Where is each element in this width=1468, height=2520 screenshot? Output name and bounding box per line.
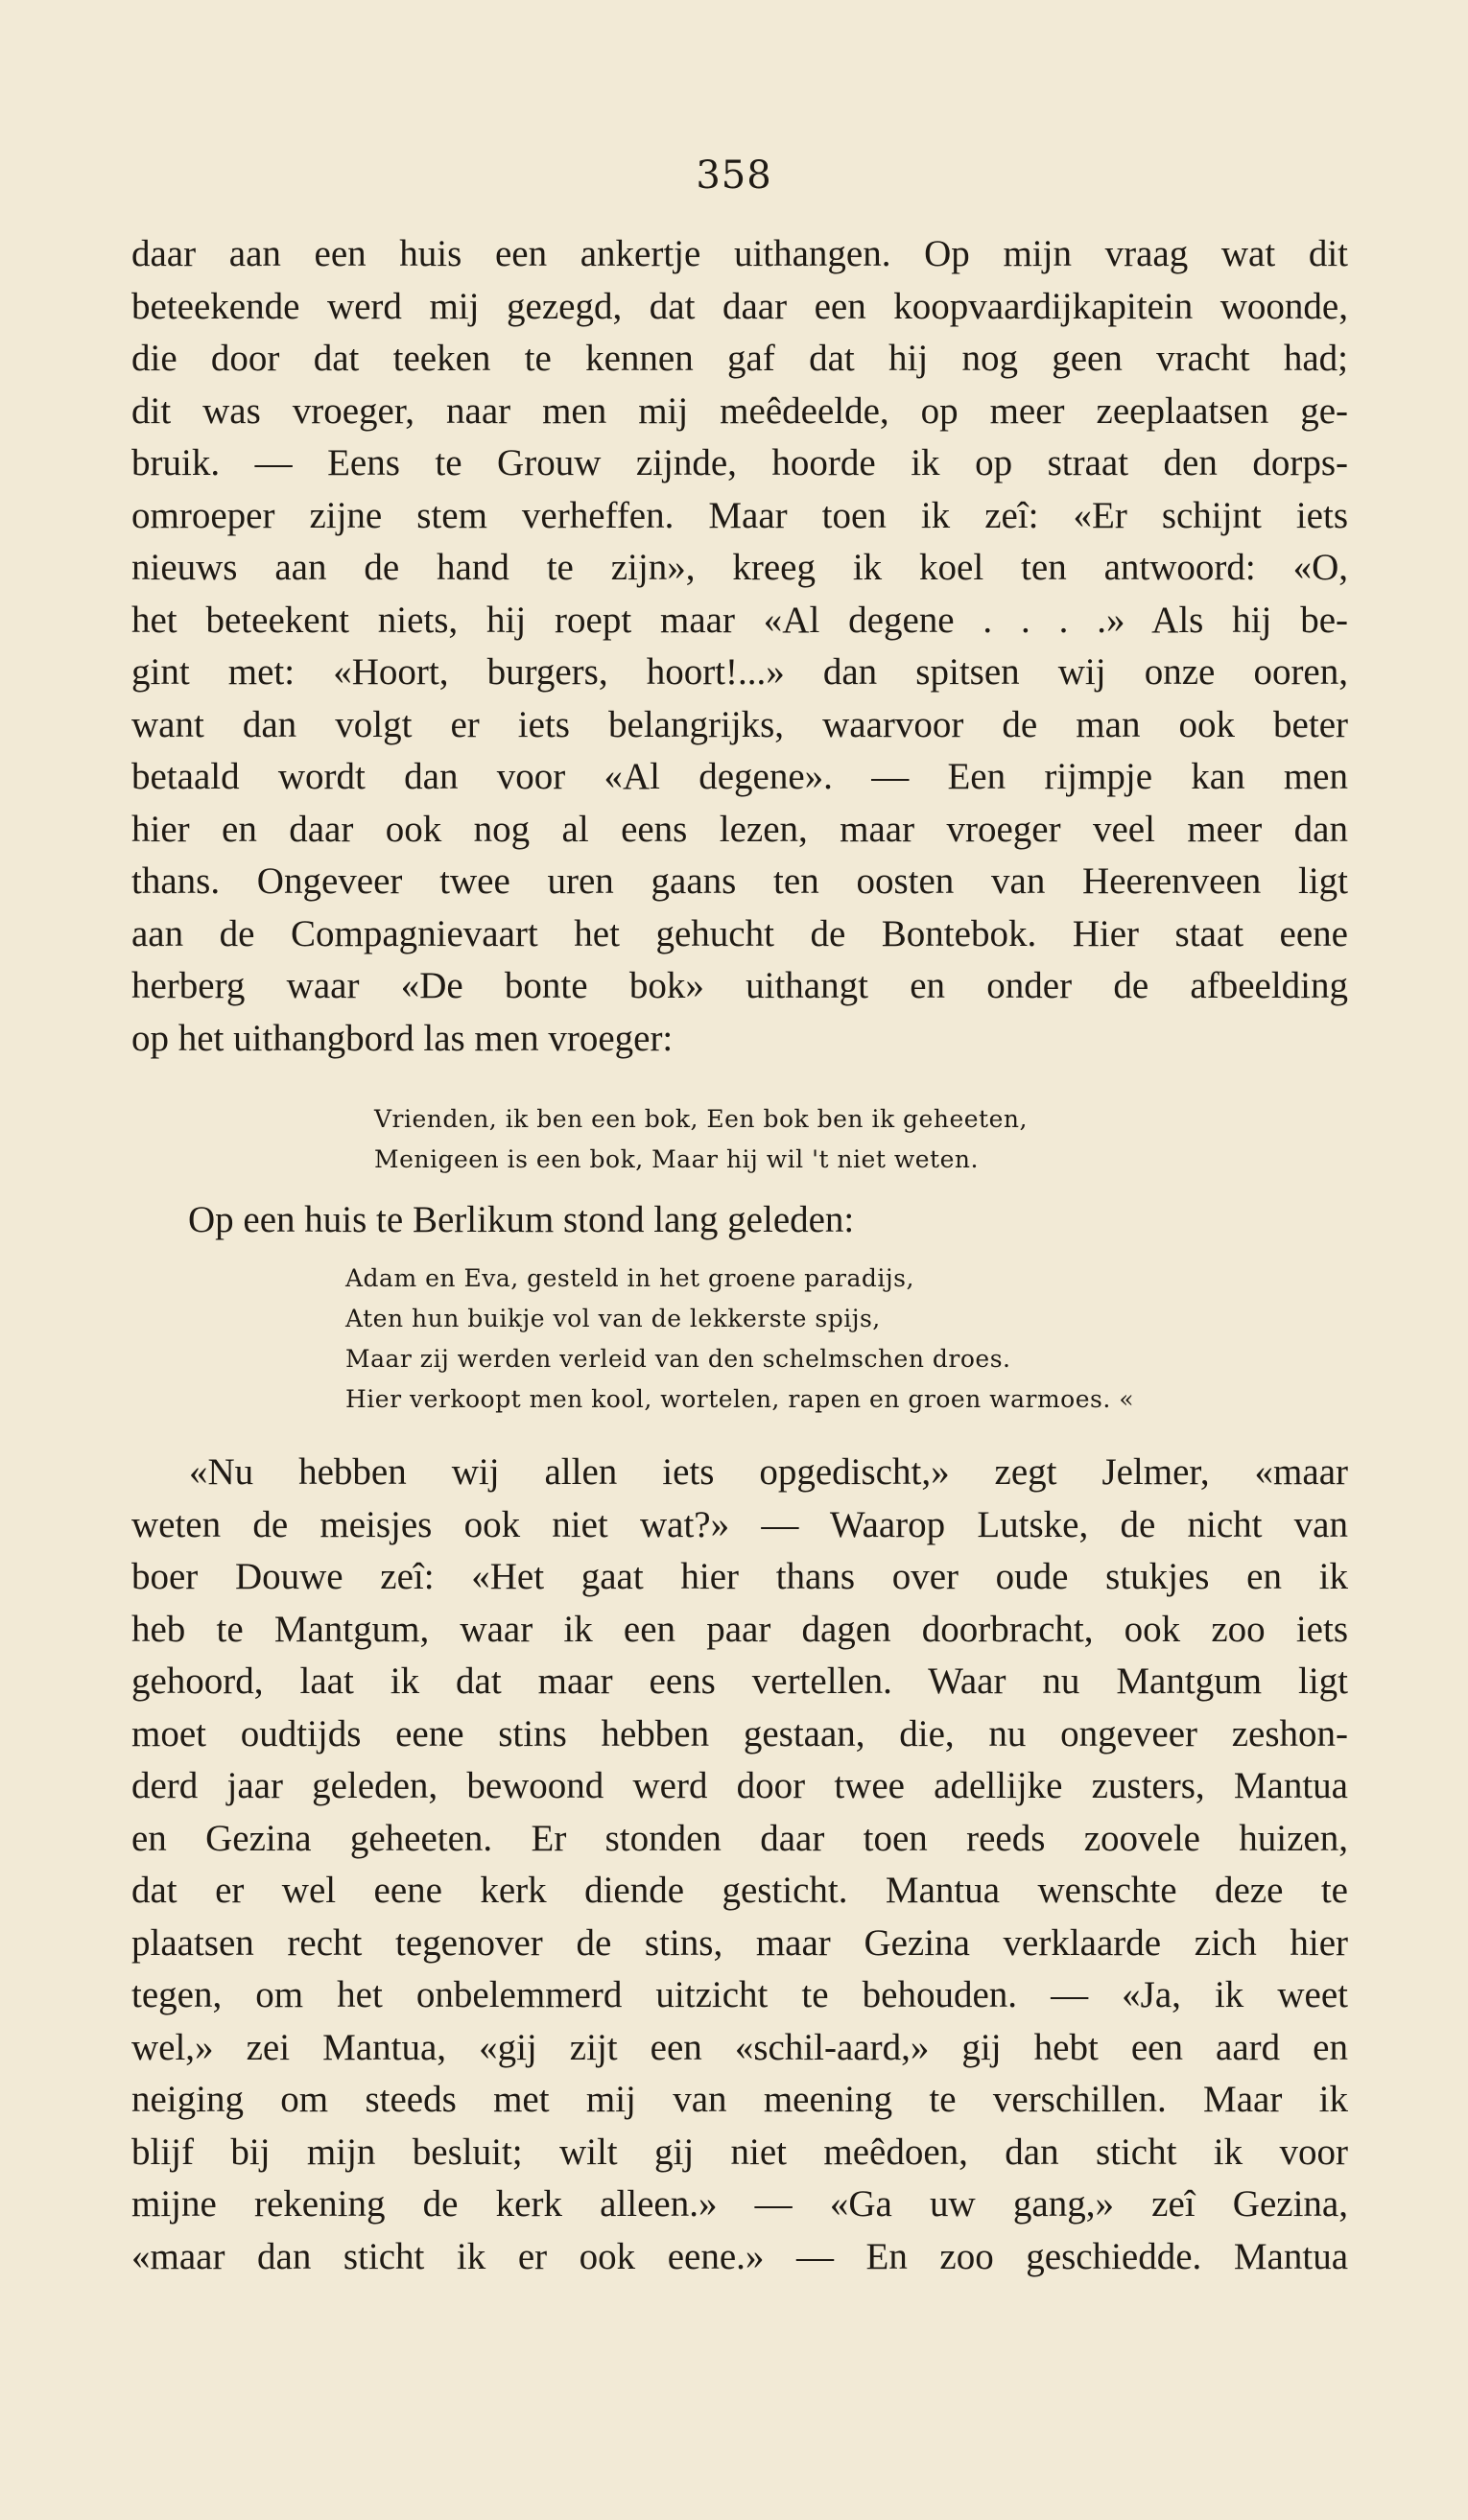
text-line: en Gezina geheeten. Er stonden daar toen reeds zoovele huizen, <box>131 1817 1348 1859</box>
text-line: gint met: «Hoort, burgers, hoort!...» dan spitsen wij onze ooren, <box>131 651 1348 693</box>
text-line: derd jaar geleden, bewoond werd door twee adellijke zusters, Mantua <box>131 1765 1348 1806</box>
text-line: herberg waar «De bonte bok» uithangt en onder de afbeelding <box>131 965 1348 1006</box>
verse-line: Hier verkoopt men kool, wortelen, rapen en groen warmoes. « <box>345 1385 1135 1413</box>
text-line: gehoord, laat ik dat maar eens vertellen. Waar nu Mantgum ligt <box>131 1660 1348 1702</box>
text-line: weten de meisjes ook niet wat?» — Waarop Lutske, de nicht van <box>131 1503 1348 1545</box>
text-line: op het uithangbord las men vroeger: <box>131 1017 674 1059</box>
text-line: hier en daar ook nog al eens lezen, maar vroeger veel meer dan <box>131 808 1348 850</box>
text-line: dat er wel eene kerk diende gesticht. Mantua wenschte deze te <box>131 1870 1348 1911</box>
verse-bontebok <box>374 1099 1028 1180</box>
text-line: dit was vroeger, naar men mij meêdeelde, op meer zeeplaatsen ge- <box>131 389 1348 432</box>
verse-intro <box>188 1194 1348 1247</box>
text-line: aan de Compagnievaart het gehucht de Bontebok. Hier staat eene <box>131 912 1348 954</box>
text-line: «Nu hebben wij allen iets opgedischt,» zegt Jelmer, «maar <box>189 1451 1348 1493</box>
text-line: moet oudtijds eene stins hebben gestaan, die, nu ongeveer zeshon- <box>131 1712 1348 1755</box>
text-line: nieuws aan de hand te zijn», kreeg ik koel ten antwoord: «O, <box>131 547 1348 588</box>
verse-line: Menigeen is een bok, Maar hij wil 't niet weten. <box>374 1145 979 1173</box>
text-line: Op een huis te Berlikum stond lang geleden: <box>188 1199 855 1240</box>
text-line: het beteekent niets, hij roept maar «Al degene . . . .» Als hij be- <box>131 599 1348 641</box>
text-line: thans. Ongeveer twee uren gaans ten oosten van Heerenveen ligt <box>131 860 1348 902</box>
text-line: plaatsen recht tegenover de stins, maar Gezina verklaarde zich hier <box>131 1921 1348 1964</box>
text-line: blijf bij mijn besluit; wilt gij niet meêdoen, dan sticht ik voor <box>131 2131 1348 2173</box>
page-number: 358 <box>696 153 772 198</box>
verse-line: Maar zij werden verleid van den schelmschen droes. <box>345 1345 1011 1373</box>
verse-line: Vrienden, ik ben een bok, Een bok ben ik geheeten, <box>374 1105 1028 1133</box>
verse-berlikum <box>345 1259 1134 1420</box>
text-line: mijne rekening de kerk alleen.» — «Ga uw gang,» zeî Gezina, <box>131 2183 1348 2225</box>
text-line: neiging om steeds met mij van meening te verschillen. Maar ik <box>131 2079 1348 2120</box>
text-line: tegen, om het onbelemmerd uitzicht te behouden. — «Ja, ik weet <box>131 1974 1348 2015</box>
text-line: «maar dan sticht ik er ook eene.» — En zoo geschiedde. Mantua <box>131 2235 1348 2277</box>
text-line: omroeper zijne stem verheffen. Maar toen ik zeî: «Er schijnt iets <box>131 494 1348 536</box>
text-line: want dan volgt er iets belangrijks, waarvoor de man ook beter <box>131 703 1348 745</box>
text-line: wel,» zei Mantua, «gij zijt een «schil-aard,» gij hebt een aard en <box>131 2026 1348 2068</box>
text-line: boer Douwe zeî: «Het gaat hier thans over oude stukjes en ik <box>131 1556 1348 1597</box>
verse-line: Adam en Eva, gesteld in het groene paradijs, <box>345 1264 914 1292</box>
text-line: beteekende werd mij gezegd, dat daar een koopvaardijkapitein woonde, <box>131 285 1348 327</box>
text-line: bruik. — Eens te Grouw zijnde, hoorde ik op straat den dorps- <box>131 442 1348 483</box>
text-line: heb te Mantgum, waar ik een paar dagen doorbracht, ook zoo iets <box>131 1608 1348 1650</box>
paragraph-1 <box>131 228 1348 1065</box>
text-line: die door dat teeken te kennen gaf dat hij nog geen vracht had; <box>131 338 1348 379</box>
text-line: betaald wordt dan voor «Al degene». — Een rijmpje kan men <box>131 756 1348 797</box>
paragraph-2 <box>131 1447 1348 2283</box>
text-line: daar aan een huis een ankertje uithangen. Op mijn vraag wat dit <box>131 233 1348 274</box>
verse-line: Aten hun buikje vol van de lekkerste spijs, <box>345 1305 881 1332</box>
